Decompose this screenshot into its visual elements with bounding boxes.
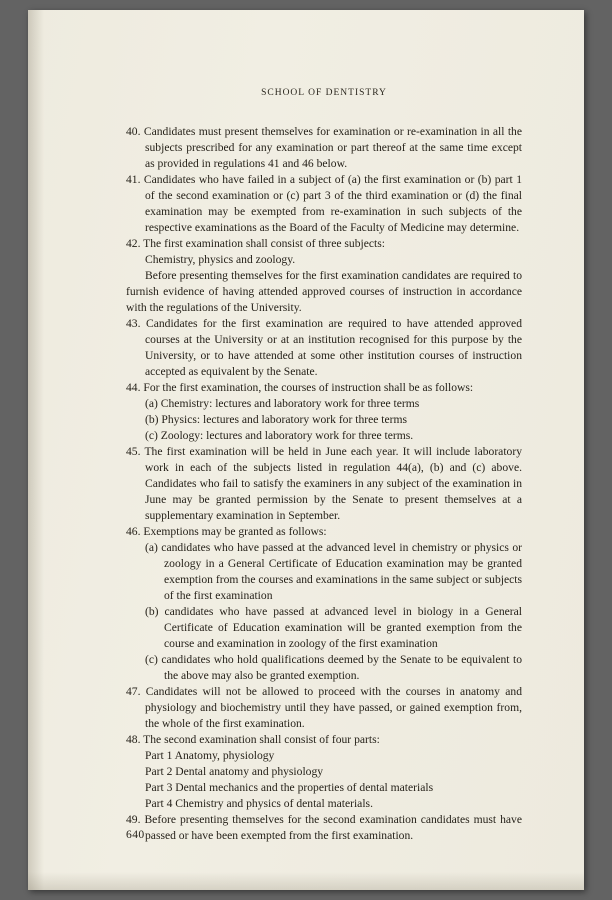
paragraph-44-item-b: (b) Physics: lectures and laboratory work for three terms <box>145 413 408 426</box>
paragraph-46-item-c: (c) candidates who hold qualifications deemed by the Senate to be equivalent to the above may also be granted exemption. <box>145 653 522 682</box>
paragraph-44-item-a: (a) Chemistry: lectures and laboratory work for three terms <box>145 397 420 410</box>
paragraph-48-part-3: Part 3 Dental mechanics and the properties of dental materials <box>145 781 434 794</box>
paragraph-43: 43. Candidates for the first examination are required to have attended approved courses at the University or at an institution recognised for this purpose by the University, or to have attended at some other institution courses of instruction accepted as equivalent by the Senate. <box>126 317 522 378</box>
paragraph-48-part-4: Part 4 Chemistry and physics of dental materials. <box>145 797 373 810</box>
page-number: 640 <box>126 828 145 841</box>
page-gutter-shadow <box>28 10 44 890</box>
paragraph-42: 42. The first examination shall consist of three subjects: <box>126 237 385 250</box>
scanned-page <box>28 10 584 890</box>
running-head: SCHOOL OF DENTISTRY <box>261 88 387 98</box>
paragraph-40: 40. Candidates must present themselves for examination or re-examination in all the subjects prescribed for any examination or part thereof at the same time except as provided in regulations 41 and 46 below. <box>126 125 522 170</box>
paragraph-48-part-2: Part 2 Dental anatomy and physiology <box>145 765 324 778</box>
paragraph-49: 49. Before presenting themselves for the second examination candidates must have passed or have been exempted from the first examination. <box>126 813 522 842</box>
paragraph-44-item-c: (c) Zoology: lectures and laboratory work for three terms. <box>145 429 414 442</box>
paragraph-48: 48. The second examination shall consist of four parts: <box>126 733 380 746</box>
paragraph-45: 45. The first examination will be held in June each year. It will include laboratory work in each of the subjects listed in regulation 44(a), (b) and (c) above. Candidates who fail to satisfy the examiners in any subject of the examination in June may be granted permission by the Senate to present themselves at a supplementary examination in September. <box>126 445 522 522</box>
paragraph-42-subjects: Chemistry, physics and zoology. <box>145 253 296 266</box>
paragraph-48-part-1: Part 1 Anatomy, physiology <box>145 749 275 762</box>
paragraph-41: 41. Candidates who have failed in a subject of (a) the first examination or (b) part 1 of the second examination or (c) part 3 of the third examination or (d) the final examination may be exempted from re-examination in such subjects of the respective examinations as the Board of the Faculty of Medicine may determine. <box>126 173 522 234</box>
paragraph-46-item-a: (a) candidates who have passed at the advanced level in chemistry or physics or zoology in a General Certificate of Education examination may be granted exemption from the courses and examinations in the same subject or subjects of the first examination <box>145 541 522 602</box>
paragraph-46-item-b: (b) candidates who have passed at advanced level in biology in a General Certificate of Education examination will be granted exemption from the course and examination in zoology of the first examination <box>145 605 522 650</box>
page-content <box>126 88 522 844</box>
paragraph-46: 46. Exemptions may be granted as follows: <box>126 525 327 538</box>
paragraph-42-note: Before presenting themselves for the first examination candidates are required to furnish evidence of having attended approved courses of instruction in accordance with the regulations of the University. <box>126 269 522 314</box>
paragraph-44: 44. For the first examination, the courses of instruction shall be as follows: <box>126 381 474 394</box>
page-bottom-shadow <box>28 872 584 890</box>
paragraph-47: 47. Candidates will not be allowed to proceed with the courses in anatomy and physiology and biochemistry until they have passed, or gained exemption from, the whole of the first examination. <box>126 685 522 730</box>
